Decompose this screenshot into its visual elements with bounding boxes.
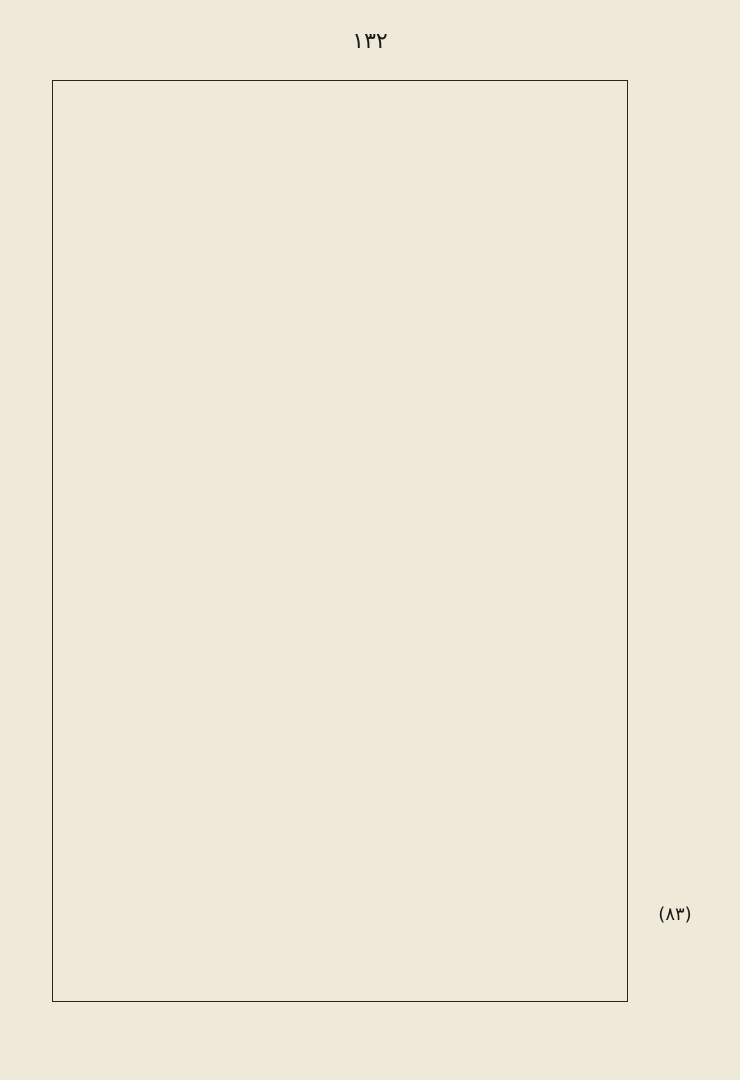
body-line (66, 848, 612, 886)
body-line (66, 322, 612, 360)
body-line (66, 660, 612, 698)
body-line (66, 698, 612, 736)
body-line (66, 359, 612, 397)
body-line (66, 171, 612, 209)
body-line (66, 961, 612, 999)
body-line (66, 622, 612, 660)
body-line (66, 547, 612, 585)
body-line (66, 397, 612, 435)
body-line (66, 209, 612, 247)
body-line (66, 923, 612, 961)
body-line (66, 434, 612, 472)
body-line (66, 284, 612, 322)
body-line (66, 735, 612, 773)
body-line (66, 246, 612, 284)
body-line (66, 472, 612, 510)
margin-note: (٨٣) (658, 904, 692, 925)
body-line (66, 134, 612, 172)
body-line (66, 96, 612, 134)
body-line (66, 885, 612, 923)
body-line (66, 510, 612, 548)
body-line (66, 585, 612, 623)
body-text (66, 96, 612, 990)
body-line (66, 773, 612, 811)
body-line (66, 810, 612, 848)
page-number: ١٣٢ (352, 29, 388, 54)
